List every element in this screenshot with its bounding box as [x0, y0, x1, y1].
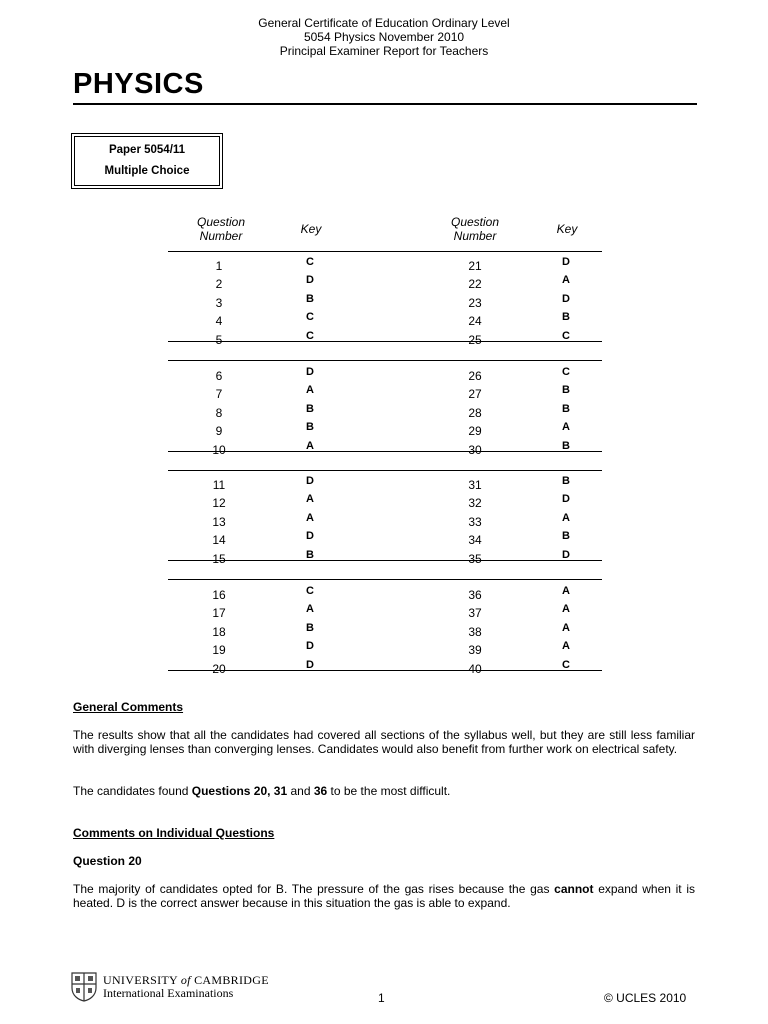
- cambridge-logo: [71, 972, 269, 1002]
- table-row: [168, 549, 602, 570]
- question-number: 14: [212, 533, 226, 547]
- answer-key: D: [306, 475, 314, 487]
- block-separator-top: [168, 451, 602, 452]
- paper-type: Multiple Choice: [104, 165, 190, 177]
- block-separator-bottom: [168, 470, 602, 471]
- answer-key: D: [306, 530, 314, 542]
- header-line-1: General Certificate of Education Ordinary Level: [258, 16, 510, 30]
- question-number: 26: [468, 369, 482, 383]
- table-row: [168, 659, 602, 680]
- general-comments-paragraph: The results show that all the candidates had covered all sections of the syllabus well, but they are still less familiar with diverging lenses than converging lenses. Candidates would also benefit from further work on electrical safety.: [73, 728, 695, 756]
- question-20-heading: Question 20: [73, 854, 142, 868]
- answer-key: A: [306, 440, 314, 452]
- logo-line-2: International Examinations: [103, 986, 234, 1000]
- table-row: [168, 384, 602, 405]
- paper-box: [71, 133, 223, 189]
- table-row: [168, 366, 602, 387]
- university-crest-icon: [71, 972, 97, 1002]
- table-row: [168, 585, 602, 606]
- question-number: 38: [468, 625, 482, 639]
- table-row: [168, 475, 602, 496]
- answer-key: D: [562, 256, 570, 268]
- answer-key: C: [562, 330, 570, 342]
- question-number: 31: [468, 478, 482, 492]
- key-block: [168, 366, 602, 459]
- question-number: 2: [215, 277, 223, 291]
- question-number: 28: [468, 406, 482, 420]
- answer-key: C: [306, 585, 314, 597]
- header-line-3: Principal Examiner Report for Teachers: [279, 44, 489, 58]
- answer-key: C: [562, 659, 570, 671]
- answer-key: A: [562, 512, 570, 524]
- question-number: 18: [212, 625, 226, 639]
- col-head-question-number-right: Question Number: [450, 215, 500, 243]
- answer-key: C: [306, 311, 314, 323]
- answer-key: B: [306, 403, 314, 415]
- table-row: [168, 403, 602, 424]
- answer-key: B: [306, 549, 314, 561]
- logo-text: [103, 974, 269, 1000]
- table-row: [168, 512, 602, 533]
- question-number: 20: [212, 662, 226, 676]
- table-header-rule: [168, 251, 602, 252]
- table-row: [168, 530, 602, 551]
- question-number: 11: [212, 478, 226, 492]
- answer-key: C: [306, 256, 314, 268]
- question-number: 3: [215, 296, 223, 310]
- table-row: [168, 256, 602, 277]
- answer-key: B: [562, 384, 570, 396]
- question-number: 32: [468, 496, 482, 510]
- question-20-paragraph: The majority of candidates opted for B. The pressure of the gas rises because the gas cannot expand when it is heated. D is the correct answer because in this situation the gas is able to expand.: [73, 882, 696, 910]
- table-row: [168, 622, 602, 643]
- table-row: [168, 440, 602, 461]
- answer-key: C: [562, 366, 570, 378]
- answer-key: A: [562, 421, 570, 433]
- key-block: [168, 256, 602, 349]
- answer-key: A: [306, 384, 314, 396]
- answer-key: D: [306, 659, 314, 671]
- answer-key: B: [562, 475, 570, 487]
- table-row: [168, 311, 602, 332]
- question-number: 34: [468, 533, 482, 547]
- question-number: 13: [212, 515, 226, 529]
- answer-key: A: [562, 640, 570, 652]
- block-separator-bottom: [168, 360, 602, 361]
- question-number: 22: [468, 277, 482, 291]
- question-number: 21: [468, 259, 482, 273]
- question-number: 4: [215, 314, 223, 328]
- question-number: 12: [212, 496, 226, 510]
- question-number: 16: [212, 588, 226, 602]
- copyright: © UCLES 2010: [604, 991, 687, 1005]
- block-separator-top: [168, 560, 602, 561]
- col-head-key-right: Key: [556, 222, 578, 236]
- key-block: [168, 585, 602, 678]
- answer-key: D: [562, 293, 570, 305]
- answer-key: B: [562, 530, 570, 542]
- table-row: [168, 421, 602, 442]
- table-row: [168, 274, 602, 295]
- table-row: [168, 493, 602, 514]
- block-separator-bottom: [168, 579, 602, 580]
- answer-key: D: [306, 274, 314, 286]
- question-number: 25: [468, 333, 482, 347]
- question-number: 7: [215, 387, 223, 401]
- question-number: 33: [468, 515, 482, 529]
- block-separator-top: [168, 341, 602, 342]
- report-header: [0, 16, 768, 58]
- question-number: 23: [468, 296, 482, 310]
- answer-key: D: [306, 366, 314, 378]
- question-number: 6: [215, 369, 223, 383]
- table-bottom-rule: [168, 670, 602, 671]
- question-number: 1: [215, 259, 223, 273]
- col-head-key-left: Key: [300, 222, 322, 236]
- answer-key: A: [562, 274, 570, 286]
- question-number: 5: [215, 333, 223, 347]
- question-number: 37: [468, 606, 482, 620]
- table-row: [168, 640, 602, 661]
- question-number: 17: [212, 606, 226, 620]
- answer-key: B: [306, 293, 314, 305]
- table-row: [168, 293, 602, 314]
- answer-key: A: [306, 603, 314, 615]
- answer-key: A: [562, 585, 570, 597]
- logo-line-1: UNIVERSITY of CAMBRIDGE: [103, 973, 269, 987]
- answer-key: B: [562, 311, 570, 323]
- difficult-questions-paragraph: The candidates found Questions 20, 31 and 36 to be the most difficult.: [73, 784, 451, 798]
- header-line-2: 5054 Physics November 2010: [303, 30, 465, 44]
- question-number: 40: [468, 662, 482, 676]
- answer-key: B: [306, 421, 314, 433]
- answer-key: A: [562, 622, 570, 634]
- answer-key: C: [306, 330, 314, 342]
- question-number: 39: [468, 643, 482, 657]
- question-number: 19: [212, 643, 226, 657]
- general-comments-heading: General Comments: [73, 700, 184, 714]
- answer-key: B: [306, 622, 314, 634]
- key-block: [168, 475, 602, 568]
- question-number: 15: [212, 552, 226, 566]
- col-head-question-number-left: Question Number: [196, 215, 246, 243]
- question-number: 30: [468, 443, 482, 457]
- answer-key: A: [562, 603, 570, 615]
- paper-box-inner: [74, 136, 220, 186]
- title-rule: [73, 103, 697, 105]
- answer-key: A: [306, 512, 314, 524]
- page-number: 1: [378, 991, 385, 1005]
- answer-key: A: [306, 493, 314, 505]
- answer-key: B: [562, 403, 570, 415]
- question-number: 36: [468, 588, 482, 602]
- answer-key: D: [562, 493, 570, 505]
- paper-code: Paper 5054/11: [108, 144, 186, 156]
- question-number: 9: [215, 424, 223, 438]
- question-number: 24: [468, 314, 482, 328]
- question-number: 8: [215, 406, 223, 420]
- question-number: 10: [212, 443, 226, 457]
- question-number: 29: [468, 424, 482, 438]
- individual-comments-heading: Comments on Individual Questions: [73, 826, 275, 840]
- table-row: [168, 603, 602, 624]
- page-title: PHYSICS: [73, 68, 204, 100]
- answer-key: D: [306, 640, 314, 652]
- table-row: [168, 330, 602, 351]
- question-number: 27: [468, 387, 482, 401]
- answer-key: B: [562, 440, 570, 452]
- answer-key: D: [562, 549, 570, 561]
- question-number: 35: [468, 552, 482, 566]
